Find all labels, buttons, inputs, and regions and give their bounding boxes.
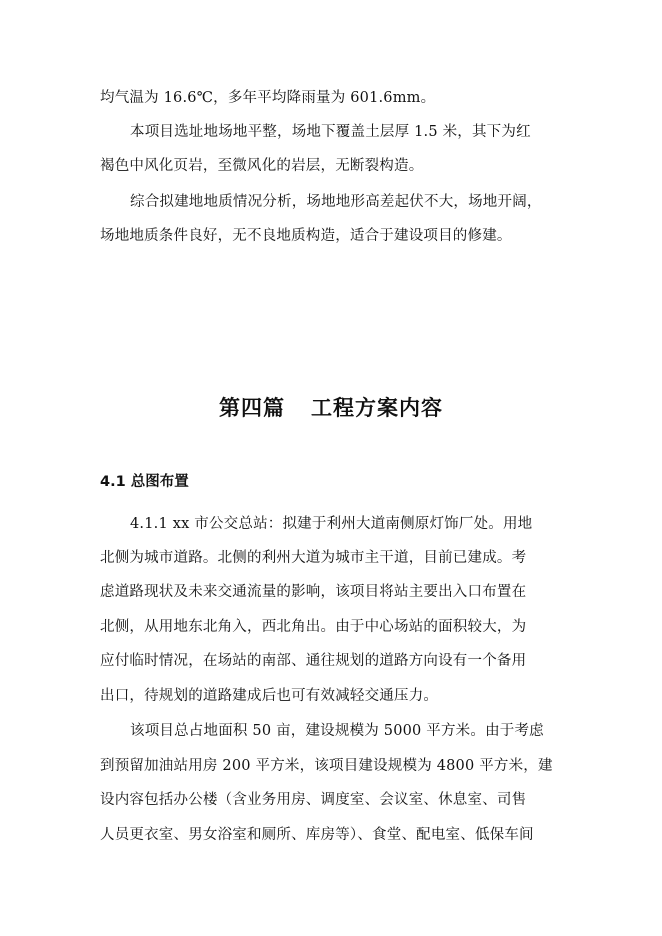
text-line: 北侧，从用地东北角入，西北角出。由于中心场站的面积较大，为 — [100, 619, 527, 635]
text-line: 出口，待规划的道路建成后也可有效减轻交通压力。 — [100, 688, 439, 704]
text-line: 设内容包括办公楼（含业务用房、调度室、会议室、休息室、司售 — [100, 792, 527, 808]
text-line: 均气温为 16.6℃，多年平均降雨量为 601.6mm。 — [100, 90, 436, 106]
text-line: 北侧为城市道路。北侧的利州大道为城市主干道，目前已建成。考 — [100, 550, 527, 566]
text-line: 人员更衣室、男女浴室和厕所、库房等）、食堂、配电室、低保车间 — [100, 827, 534, 843]
text-line: 该项目总占地面积 50 亩，建设规模为 5000 平方米。由于考虑 — [130, 723, 544, 739]
text-line: 褐色中风化页岩，至微风化的岩层，无断裂构造。 — [100, 158, 424, 174]
chapter-number: 第四篇 — [219, 396, 285, 420]
text-line: 本项目选址地场地平整，场地下覆盖土层厚 1.5 米，其下为红 — [130, 124, 531, 140]
text-line: 应付临时情况，在场站的南部、通往规划的道路方向设有一个备用 — [100, 653, 527, 669]
text-line: 到预留加油站用房 200 平方米，该项目建设规模为 4800 平方米，建 — [100, 758, 553, 774]
text-line: 虑道路现状及未来交通流量的影响，该项目将站主要出入口布置在 — [100, 584, 527, 600]
text-line: 综合拟建地地质情况分析，场地地形高差起伏不大，场地开阔， — [130, 194, 542, 210]
chapter-title: 工程方案内容 — [311, 396, 443, 420]
text-line: 场地地质条件良好，无不良地质构造，适合于建设项目的修建。 — [100, 228, 512, 244]
chapter-heading — [0, 393, 662, 423]
text-line: 4.1.1 xx 市公交总站：拟建于利州大道南侧原灯饰厂处。用地 — [130, 516, 533, 532]
section-heading: 4.1 总图布置 — [100, 474, 189, 490]
